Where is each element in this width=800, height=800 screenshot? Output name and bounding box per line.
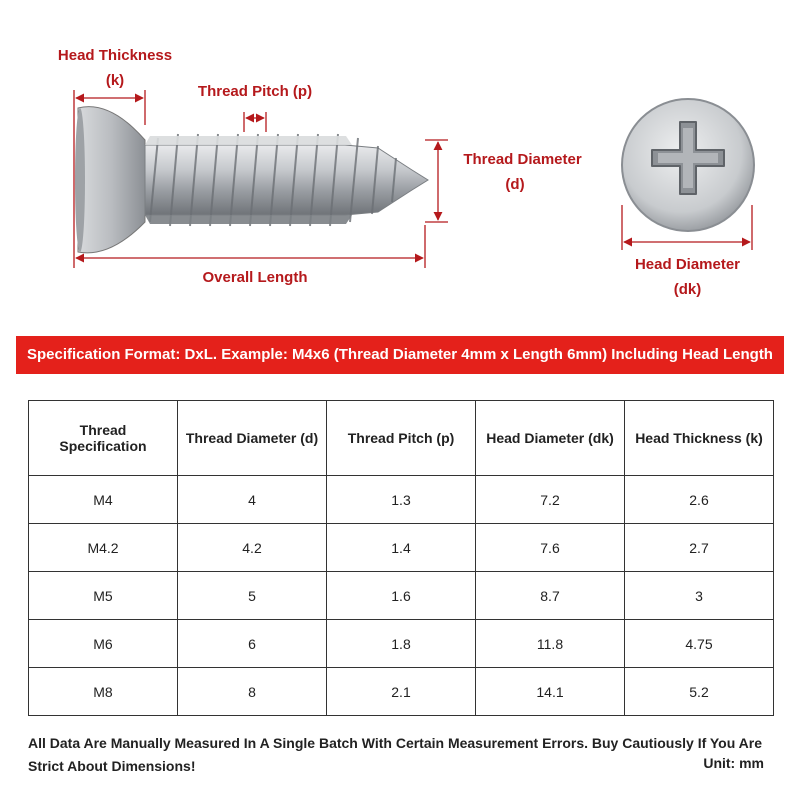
table-header-row (29, 401, 774, 476)
cell-spec: M4.2 (29, 524, 178, 572)
header-thread-spec-line1: Thread (79, 422, 127, 438)
cell-thread-diameter: 4.2 (178, 524, 327, 572)
cell-head-diameter: 8.7 (476, 572, 625, 620)
thread-diameter-label: Thread Diameter (463, 151, 582, 168)
cell-head-diameter: 7.6 (476, 524, 625, 572)
spec-format-banner: Specification Format: DxL. Example: M4x6 (Thread Diameter 4mm x Length 6mm) Including Head Length (16, 336, 784, 374)
cell-head-diameter: 11.8 (476, 620, 625, 668)
head-diameter-label: Head Diameter (634, 256, 741, 273)
table-row (29, 620, 774, 668)
head-thickness-symbol: (k) (105, 72, 125, 89)
cell-thread-pitch: 2.1 (327, 668, 476, 716)
cell-thread-pitch: 1.4 (327, 524, 476, 572)
screw-head-top-view (622, 99, 754, 231)
head-thickness-label: Head Thickness (57, 47, 173, 64)
cell-head-thickness: 4.75 (625, 620, 774, 668)
cell-thread-diameter: 8 (178, 668, 327, 716)
cell-thread-pitch: 1.8 (327, 620, 476, 668)
cell-spec: M5 (29, 572, 178, 620)
header-thread-pitch: Thread Pitch (p) (327, 401, 476, 476)
header-head-diameter: Head Diameter (dk) (476, 401, 625, 476)
unit-label: Unit: mm (703, 755, 764, 771)
cell-head-thickness: 2.6 (625, 476, 774, 524)
cell-thread-pitch: 1.6 (327, 572, 476, 620)
cell-thread-pitch: 1.3 (327, 476, 476, 524)
header-thread-diameter: Thread Diameter (d) (178, 401, 327, 476)
header-thread-spec-line2: Specification (59, 438, 147, 454)
overall-length-label: Overall Length (202, 269, 308, 286)
head-diameter-symbol: (dk) (673, 281, 702, 298)
measurement-note: All Data Are Manually Measured In A Single Batch With Certain Measurement Errors. Buy Cautiously If You Are Strict About Dimensions! (28, 735, 762, 774)
header-head-thickness: Head Thickness (k) (625, 401, 774, 476)
cell-spec: M6 (29, 620, 178, 668)
cell-head-diameter: 7.2 (476, 476, 625, 524)
cell-head-thickness: 5.2 (625, 668, 774, 716)
table-row (29, 572, 774, 620)
thread-diameter-symbol: (d) (505, 176, 525, 193)
screw-side-view (75, 107, 428, 253)
thread-pitch-label: Thread Pitch (p) (197, 83, 313, 100)
cell-thread-diameter: 4 (178, 476, 327, 524)
cell-spec: M8 (29, 668, 178, 716)
cell-thread-diameter: 6 (178, 620, 327, 668)
table-row (29, 524, 774, 572)
cell-head-thickness: 2.7 (625, 524, 774, 572)
cell-thread-diameter: 5 (178, 572, 327, 620)
spec-table (28, 400, 774, 716)
cell-spec: M4 (29, 476, 178, 524)
cell-head-diameter: 14.1 (476, 668, 625, 716)
cell-head-thickness: 3 (625, 572, 774, 620)
table-row (29, 476, 774, 524)
table-row (29, 668, 774, 716)
header-thread-spec (29, 401, 178, 476)
